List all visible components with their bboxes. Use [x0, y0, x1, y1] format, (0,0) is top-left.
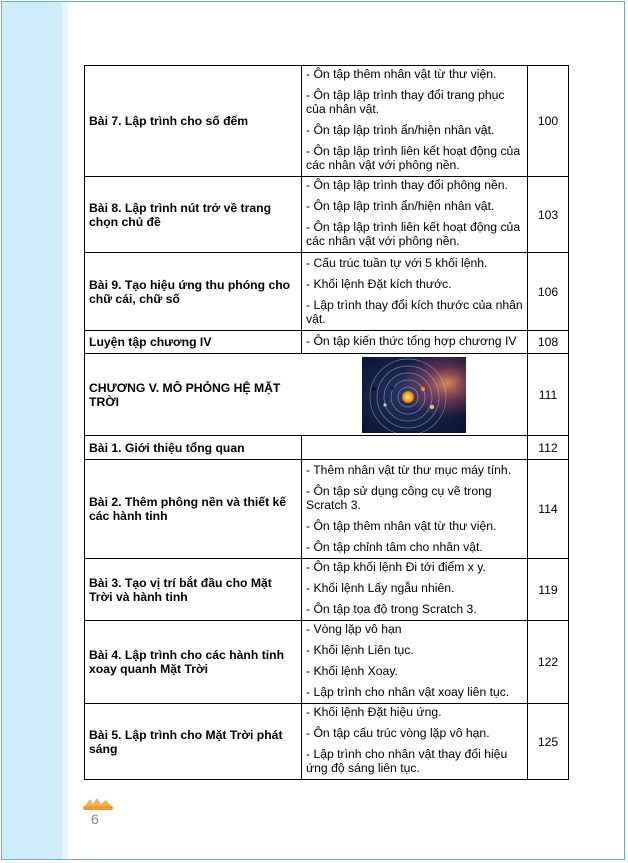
- sidebar-edge: [62, 2, 68, 859]
- lesson-title: Bài 2. Thêm phông nền và thiết kế các hành tinh: [85, 460, 302, 559]
- lesson-items: [302, 559, 528, 621]
- lesson-title: Bài 1. Giới thiệu tổng quan: [85, 436, 302, 460]
- lesson-item: - Ôn tập lập trình ẩn/hiện nhân vật.: [306, 123, 495, 137]
- lesson-item: - Ôn tập lập trình liên kết hoạt động của các nhân vật với phông nền.: [306, 220, 521, 248]
- toc-row: [85, 704, 569, 780]
- toc-row: [85, 559, 569, 621]
- lesson-item: - Ôn tập lập trình thay đổi phông nền.: [306, 178, 508, 192]
- lesson-item: - Cấu trúc tuần tự với 5 khối lệnh.: [306, 256, 488, 270]
- lesson-item: - Ôn tập cấu trúc vòng lặp vô hạn.: [306, 726, 490, 740]
- toc-row: [85, 66, 569, 177]
- lesson-item: - Ôn tập tọa độ trong Scratch 3.: [306, 602, 477, 616]
- lesson-item: - Ôn tập thêm nhân vật từ thư viện.: [306, 519, 497, 533]
- lesson-items: [302, 331, 528, 354]
- page-ref: 125: [528, 704, 569, 780]
- left-sidebar-band: [2, 2, 68, 859]
- lesson-item: - Lập trình cho nhân vật xoay liên tục.: [306, 685, 510, 699]
- lesson-item: - Ôn tập khối lệnh Đi tới điểm x y.: [306, 560, 486, 574]
- lesson-items: [302, 704, 528, 780]
- lesson-item: - Ôn tập kiến thức tổng hợp chương IV: [306, 333, 517, 348]
- lesson-item: - Ôn tập thêm nhân vật từ thư viện.: [306, 67, 497, 81]
- lesson-items: [302, 460, 528, 559]
- lesson-item: - Ôn tập lập trình thay đổi trang phục của nhân vật.: [306, 88, 505, 116]
- page-ref: 100: [528, 66, 569, 177]
- lesson-items: [302, 66, 528, 177]
- chapter-image-cell: [302, 354, 528, 436]
- toc-row: [85, 436, 569, 460]
- lesson-title: Bài 4. Lập trình cho các hành tinh xoay quanh Mặt Trời: [85, 621, 302, 704]
- chapter-title: CHƯƠNG V. MÔ PHỎNG HỆ MẶT TRỜI: [85, 354, 302, 436]
- page-ref: 106: [528, 253, 569, 331]
- lesson-item: - Ôn tập sử dụng công cụ vẽ trong Scratch 3.: [306, 484, 492, 512]
- chapter-row: [85, 354, 569, 436]
- page-ref: 122: [528, 621, 569, 704]
- lesson-item: - Lập trình thay đổi kích thước của nhân vật.: [306, 298, 523, 326]
- solar-system-image: [362, 357, 466, 433]
- page-ref: 103: [528, 177, 569, 253]
- lesson-item: - Khối lệnh Liên tục.: [306, 643, 414, 657]
- toc-row: [85, 253, 569, 331]
- lesson-items: [302, 621, 528, 704]
- table-of-contents: [84, 65, 569, 780]
- lesson-items: [302, 253, 528, 331]
- toc-row: [85, 621, 569, 704]
- lesson-item: - Ôn tập chỉnh tâm cho nhân vật.: [306, 540, 483, 554]
- toc-row: [85, 331, 569, 354]
- publisher-logo: [80, 795, 116, 811]
- page-number: 6: [91, 811, 99, 827]
- lesson-title: Luyện tập chương IV: [85, 331, 302, 354]
- lesson-item: - Khối lệnh Xoay.: [306, 664, 398, 678]
- lesson-item: - Ôn tập lập trình liên kết hoạt động của các nhân vật với phông nền.: [306, 144, 521, 172]
- lesson-title: Bài 5. Lập trình cho Mặt Trời phát sáng: [85, 704, 302, 780]
- lesson-item: - Thêm nhân vật từ thư mục máy tính.: [306, 463, 512, 477]
- page-ref: 108: [528, 331, 569, 354]
- toc-row: [85, 177, 569, 253]
- lesson-item: - Lập trình cho nhân vật thay đổi hiệu ứng độ sáng liên tục.: [306, 747, 508, 775]
- page-ref: 114: [528, 460, 569, 559]
- lesson-item: - Ôn tập lập trình ẩn/hiện nhân vật.: [306, 199, 495, 213]
- lesson-title: Bài 8. Lập trình nút trở về trang chọn chủ đề: [85, 177, 302, 253]
- lesson-item: - Khối lệnh Đặt hiệu ứng.: [306, 705, 442, 719]
- lesson-item: - Vòng lặp vô hạn: [306, 622, 402, 636]
- chapter-page-ref: 111: [528, 354, 569, 436]
- lesson-title: Bài 7. Lập trình cho số đếm: [85, 66, 302, 177]
- page-ref: 112: [528, 436, 569, 460]
- lesson-items: [302, 436, 528, 460]
- lesson-item: - Khối lệnh Đặt kích thước.: [306, 277, 452, 291]
- page-ref: 119: [528, 559, 569, 621]
- lesson-item: - Khối lệnh Lấy ngẫu nhiên.: [306, 581, 455, 595]
- toc-row: [85, 460, 569, 559]
- lesson-title: Bài 3. Tạo vị trí bắt đầu cho Mặt Trời và hành tinh: [85, 559, 302, 621]
- lesson-title: Bài 9. Tạo hiệu ứng thu phóng cho chữ cái, chữ số: [85, 253, 302, 331]
- lesson-items: [302, 177, 528, 253]
